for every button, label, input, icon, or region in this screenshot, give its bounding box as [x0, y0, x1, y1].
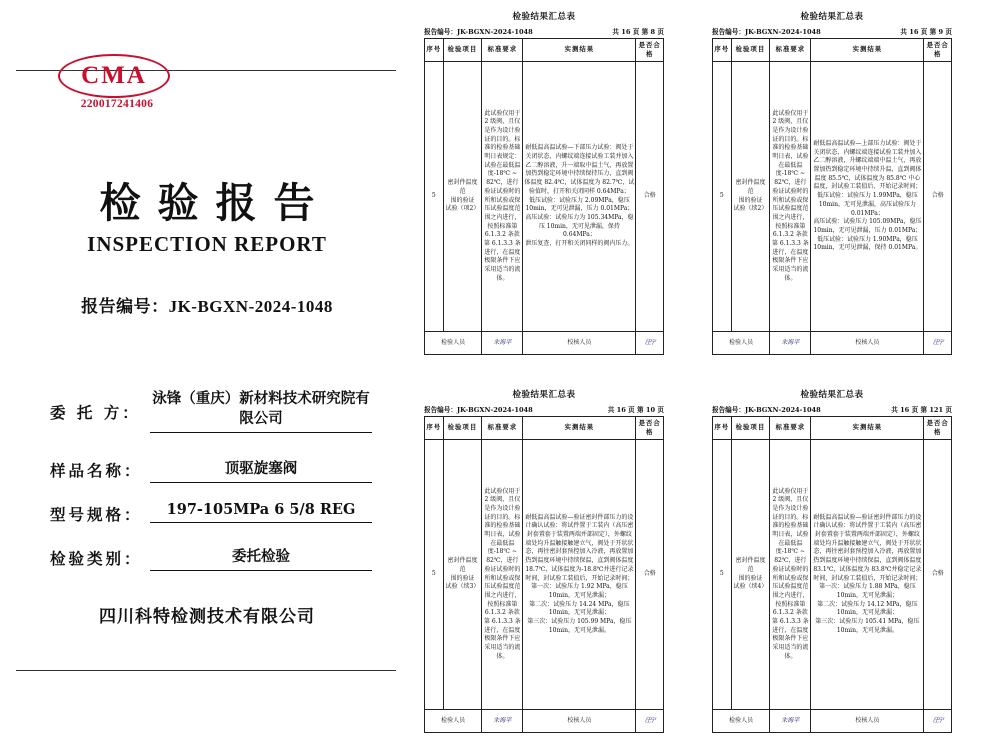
- field-value-model: 197-105MPa 6 5/8 REG: [150, 501, 372, 523]
- cell-standard: 此试验仅用于 2 级阀，且仅是作为设计验证的目的。标准的检验基础明日表规定：试验在最低温度-18℃ ~ 82℃，进行验证试验时的所和试验或保压试验温度范围之内进行，按照标准第 6.1.3.2 条款第 6.1.3.3 条进行，在温度极限条件下应采用适当的流体。: [482, 62, 523, 332]
- result-block: 第一次：试验压力 1.88 MPa，稳压 10min，无可见泄漏；: [819, 583, 916, 599]
- cell-item: 密封件温度范 围的验证 试验（续3）: [443, 440, 482, 710]
- sheet-report-number: 报告编号：JK-BGXN-2024-1048: [712, 406, 821, 414]
- header-item: 检验项目: [731, 417, 770, 440]
- sheet-page-info: 共 16 页 第 121 页: [891, 406, 952, 414]
- sheet-meta: [712, 404, 952, 414]
- inspector-label: 检验人员: [425, 710, 482, 733]
- result-block: 耐低温高温试验—上部压力试验：阀处于关闭状态，内螺纹端连接试验工装并加入乙二醇溶液，升螺纹端端中温土气，再放置加热到稳定环境中持续升温，直到阀体温度 85.5℃，试体温度为 85.8℃ 中心温度，封试验工装值后，开始记录时间；: [813, 140, 922, 191]
- header-standard: 标准要求: [770, 417, 811, 440]
- sheet-report-number: 报告编号：JK-BGXN-2024-1048: [424, 406, 533, 414]
- header-result: 实测结果: [523, 417, 636, 440]
- result-block: 第三次：试验压力 105.41 MPa，稳压 10min，无可见泄漏。: [815, 617, 920, 634]
- results-table: [424, 416, 664, 733]
- header-no: 序号: [713, 39, 732, 62]
- field-value-category: 委托检验: [150, 545, 372, 571]
- result-sheet-page10: [424, 388, 664, 726]
- cell-conform: 合格: [924, 62, 952, 332]
- result-sheet-page9: [712, 10, 952, 348]
- table-row: [425, 62, 664, 332]
- reviewer-label: 校核人员: [523, 710, 636, 733]
- result-block: 低压试验：试验压力 1.90MPa，稳压 10min，无可见泄漏，保持 0.01MPa。: [813, 235, 922, 252]
- result-block: 泄压复查，打开和关闭同样的阀内压力。: [525, 239, 634, 247]
- header-standard: 标准要求: [770, 39, 811, 62]
- result-block: 低压试验：试验压力 2.09MPa，稳压 10min，无可见泄漏，压力 0.01MPa；: [525, 196, 634, 213]
- cell-result: [523, 440, 636, 710]
- sheet-title: 检验结果汇总表: [800, 12, 864, 22]
- field-label-client: 委 托 方：: [50, 403, 141, 422]
- inspector-signature: 朱海平: [482, 332, 523, 355]
- header-result: 实测结果: [811, 39, 924, 62]
- result-block: 第二次：试验压力 14.12 MPa，稳压 10min，无可见泄漏；: [817, 600, 918, 617]
- table-header-row: [425, 39, 664, 62]
- sheet-title: 检验结果汇总表: [800, 390, 864, 400]
- result-block: 第二次：试验压力 14.24 MPa，稳压 10min，无可见泄漏；: [529, 600, 630, 617]
- inspector-signature: 朱海平: [770, 332, 811, 355]
- sheet-page-info: 共 16 页 第 10 页: [607, 406, 664, 414]
- reviewer-signature: 汪宁: [636, 332, 664, 355]
- cell-item: 密封件温度范 围的验证 试验（续4）: [731, 440, 770, 710]
- table-header-row: [713, 39, 952, 62]
- reviewer-label: 校核人员: [523, 332, 636, 355]
- field-value-client: 泳锋（重庆）新材料技术研究院有限公司: [150, 389, 372, 433]
- field-value-sample-name: 顶驱旋塞阀: [150, 457, 372, 483]
- field-row-model: [50, 499, 380, 543]
- header-item: 检验项目: [443, 39, 482, 62]
- header-no: 序号: [713, 417, 732, 440]
- field-label-sample-name: 样品名称：: [50, 461, 143, 480]
- cell-result: [811, 440, 924, 710]
- signature-row: [425, 710, 664, 733]
- reviewer-label: 校核人员: [811, 332, 924, 355]
- sheet-title: 检验结果汇总表: [512, 12, 576, 22]
- result-block: 第三次：试验压力 105.99 MPa，稳压 10min，无可见泄漏。: [527, 617, 632, 634]
- sheet-meta: [424, 26, 664, 36]
- header-conform: 是否合格: [636, 39, 664, 62]
- header-standard: 标准要求: [482, 417, 523, 440]
- cover-field-list: [50, 390, 380, 587]
- table-header-row: [713, 417, 952, 440]
- field-row-category: [50, 543, 380, 587]
- cell-standard: 此试验仅用于 2 级阀，且仅是作为设计验证的目的。标准的检验基础明日表，试验在最低温度-18℃ ~ 82℃，进行验证试验时的所和试验或保压试验温度范围之内进行，按照标准第 6.1.3.2 条款第 6.1.3.3 条进行，在温度极限条件下应采用适当的流体。: [482, 440, 523, 710]
- table-row: [713, 62, 952, 332]
- cell-item: 密封件温度范 围的验证 试验（续2）: [731, 62, 770, 332]
- header-no: 序号: [425, 39, 444, 62]
- result-block: 高压试验：试验压力为 105.34MPa，稳压 10min，无可见泄漏，保持 0.64MPa；: [525, 213, 634, 239]
- field-row-client: [50, 390, 380, 441]
- table-header-row: [425, 417, 664, 440]
- inspector-label: 检验人员: [425, 332, 482, 355]
- report-number: 报告编号：JK-BGXN-2024-1048: [81, 297, 333, 316]
- result-block: 耐低温高温试验—验证密封件部压力的设计确认试验：将试件置于工装内（高压密封套置套于装置两端并部固定），外螺纹端处均升温触接触建立气，阀处于开状状态，再往密封套预控加入冷液，再放置加热到温度环境中持续保温，直到阀体温度 83.1℃，试体温度为 83.8℃并稳定记录时间，封试验工装值后，开始记录时间；: [813, 513, 922, 582]
- result-block: 耐低温高温试验—验证密封件部压力的设计确认试验：将试件置于工装内（高压密封套置套于装置两端并部固定），外螺纹端处均升温触接触建立气，阀处于开状状态，再往密封套预控加入冷液，再放置加热到温度环境中持续保温，直到阀体温度 18.7℃，试体温度为-18.8℃并进行记录时间，封试验工装值后，开始记录时间；: [525, 513, 634, 582]
- cell-standard: 此试验仅用于 2 级阀，且仅是作为设计验证的目的。标准的检验基础明日表，试验在最低温度-18℃ ~ 82℃，进行验证试验时的所和试验或保压试验温度范围之内进行，按照标准第 6.1.3.2 条款第 6.1.3.3 条进行，在温度极限条件下应采用适当的流体。: [770, 62, 811, 332]
- sheet-page-info: 共 16 页 第 8 页: [612, 28, 664, 36]
- inspector-signature: 朱海平: [482, 710, 523, 733]
- inspector-label: 检验人员: [713, 710, 770, 733]
- table-row: [713, 440, 952, 710]
- sheet-title: 检验结果汇总表: [512, 390, 576, 400]
- cell-conform: 合格: [636, 62, 664, 332]
- inspector-signature: 朱海平: [770, 710, 811, 733]
- results-table: [712, 38, 952, 355]
- issuing-company: 四川科特检测技术有限公司: [99, 607, 315, 627]
- sheet-meta: [712, 26, 952, 36]
- reviewer-signature: 汪宁: [924, 710, 952, 733]
- result-block: 第一次：试验压力 1.92 MPa，稳压 10min，无可见泄漏；: [531, 583, 628, 599]
- cell-conform: 合格: [636, 440, 664, 710]
- results-table: [424, 38, 664, 355]
- result-block: 低压试验：试验压力 1.99MPa，稳压 10min，无可见泄漏，高压试验压力 0.01MPa；: [817, 192, 918, 217]
- signature-row: [713, 332, 952, 355]
- cell-standard: 此试验仅用于 2 级阀，且仅是作为设计验证的目的。标准的检验基础明日表，试验在最低温度-18℃ ~ 82℃，进行验证试验时的所和试验或保压试验温度范围之内进行，按照标准第 6.1.3.2 条款第 6.1.3.3 条进行，在温度极限条件下应采用适当的流体。: [770, 440, 811, 710]
- cover-page: [8, 42, 406, 704]
- header-result: 实测结果: [811, 417, 924, 440]
- cell-no: 5: [425, 62, 444, 332]
- cma-mark-text: CMA: [81, 62, 147, 89]
- header-no: 序号: [425, 417, 444, 440]
- reviewer-label: 校核人员: [811, 710, 924, 733]
- cover-divider-bottom: [16, 670, 396, 671]
- signature-row: [425, 332, 664, 355]
- reviewer-signature: 汪宁: [636, 710, 664, 733]
- header-conform: 是否合格: [924, 39, 952, 62]
- page-title: 检验报告: [99, 179, 332, 227]
- cma-certificate-number: 220017241406: [80, 98, 154, 110]
- page-title-english: INSPECTION REPORT: [87, 232, 327, 256]
- cell-result: [811, 62, 924, 332]
- sheet-report-number: 报告编号：JK-BGXN-2024-1048: [424, 28, 533, 36]
- cell-no: 5: [425, 440, 444, 710]
- header-conform: 是否合格: [636, 417, 664, 440]
- field-row-sample-name: [50, 455, 380, 499]
- result-sheet-page121: [712, 388, 952, 726]
- sheet-report-number: 报告编号：JK-BGXN-2024-1048: [712, 28, 821, 36]
- header-result: 实测结果: [523, 39, 636, 62]
- result-block: 耐低温高温试验—下部压力试验：阀处于关闭状态，内螺纹端连接试验工装并加入乙二醇溶液，升一端取中温土气，再放置加热到稳定环境中持续保持压力，直到阀体温度 82.4℃，试体温度为 82.7℃，试验值时，打开和关闭同样 0.64MPa；: [524, 144, 635, 195]
- header-conform: 是否合格: [924, 417, 952, 440]
- cell-conform: 合格: [924, 440, 952, 710]
- sheet-page-info: 共 16 页 第 9 页: [900, 28, 952, 36]
- result-sheet-page8: [424, 10, 664, 348]
- table-row: [425, 440, 664, 710]
- cell-no: 5: [713, 440, 732, 710]
- header-item: 检验项目: [443, 417, 482, 440]
- field-label-category: 检验类别：: [50, 549, 143, 568]
- results-table: [712, 416, 952, 733]
- field-label-model: 型号规格：: [50, 505, 143, 524]
- header-standard: 标准要求: [482, 39, 523, 62]
- reviewer-signature: 汪宁: [924, 332, 952, 355]
- sheet-meta: [424, 404, 664, 414]
- cell-result: [523, 62, 636, 332]
- header-item: 检验项目: [731, 39, 770, 62]
- inspector-label: 检验人员: [713, 332, 770, 355]
- cma-logo: [58, 54, 176, 114]
- cell-item: 密封件温度范 围的验证 试验（项2）: [443, 62, 482, 332]
- signature-row: [713, 710, 952, 733]
- cell-no: 5: [713, 62, 732, 332]
- result-block: 高压试验：试验压力 105.09MPa，稳压 10min，无可见泄漏，压力 0.01MPa；: [813, 218, 922, 234]
